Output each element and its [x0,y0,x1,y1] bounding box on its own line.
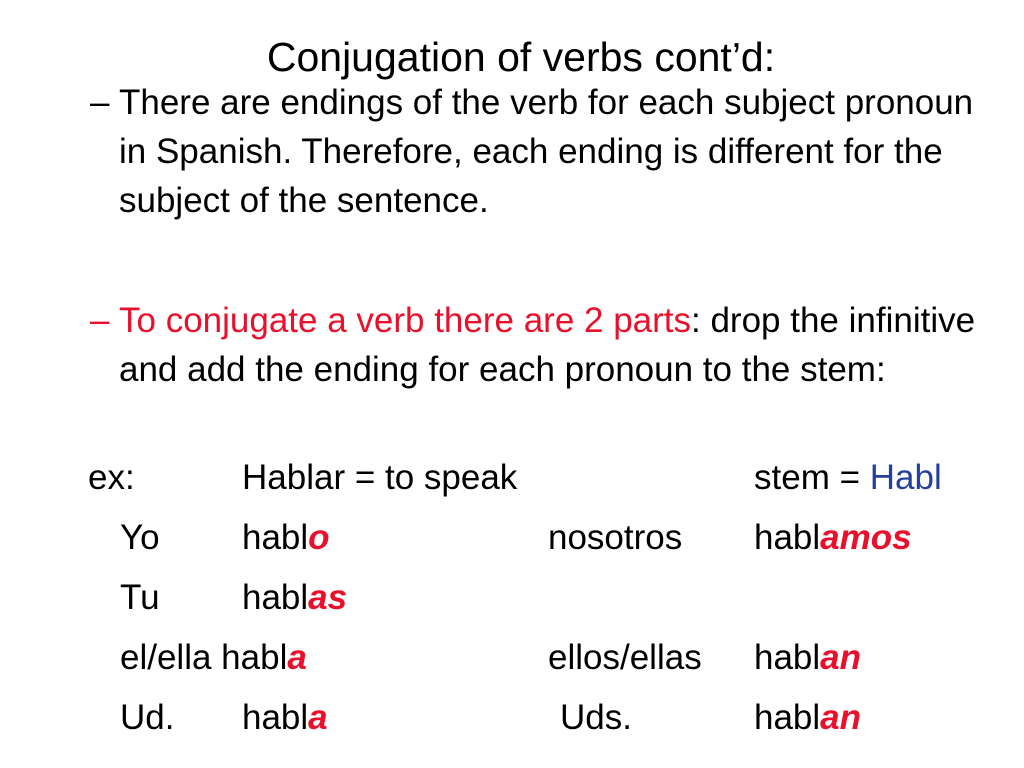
verb-stem: habl [754,698,821,737]
bullet-highlight-text: To conjugate a verb there are 2 parts [119,301,692,340]
stem-label: stem = [754,458,870,497]
conjugation-ellos-ellas [754,636,861,680]
conjugation-nosotros [754,516,912,560]
bullet-rest-text: : drop the infinitive and add the ending for each pronoun to the stem: [119,301,976,389]
bullet-text [119,296,1005,394]
conjugation-uds [754,696,861,740]
verb-stem: habl [242,578,309,617]
pronoun-yo: Yo [120,518,160,557]
bullet-text: There are endings of the verb for each subject pronoun in Spanish. Therefore, each ending is different for the subject of the sentence. [119,83,974,220]
conjugation-yo [242,516,330,560]
bullet-dash: – [90,83,110,122]
pronoun-uds: Uds. [560,698,632,737]
slide-title: Conjugation of verbs cont’d: [266,34,776,80]
pronoun-tu: Tu [120,578,160,617]
verb-stem: habl [242,698,309,737]
verb-ending: a [308,698,328,737]
example-stem [754,456,942,500]
verb-ending: an [820,638,862,677]
pronoun-nosotros: nosotros [548,518,683,557]
verb-ending: amos [820,518,912,557]
bullet-dash: – [90,301,110,340]
conjugation-ud [242,696,328,740]
verb-stem: habl [754,518,821,557]
verb-ending: a [287,638,307,677]
verb-stem: habl [754,638,821,677]
pronoun-ellos-ellas: ellos/ellas [548,638,702,677]
example-label: ex: [88,458,135,497]
stem-value: Habl [869,458,942,497]
verb-stem: habl [242,518,309,557]
example-infinitive: Hablar = to speak [242,458,518,497]
verb-ending: o [308,518,330,557]
conjugation-tu [242,576,347,620]
bullet-item-1 [90,78,1005,225]
bullet-item-2 [90,296,1005,394]
verb-ending: as [308,578,348,617]
pronoun-with-stem: el/ella habl [120,638,288,677]
verb-ending: an [820,698,862,737]
pronoun-ud: Ud. [120,698,175,737]
conjugation-el-ella [120,636,307,680]
